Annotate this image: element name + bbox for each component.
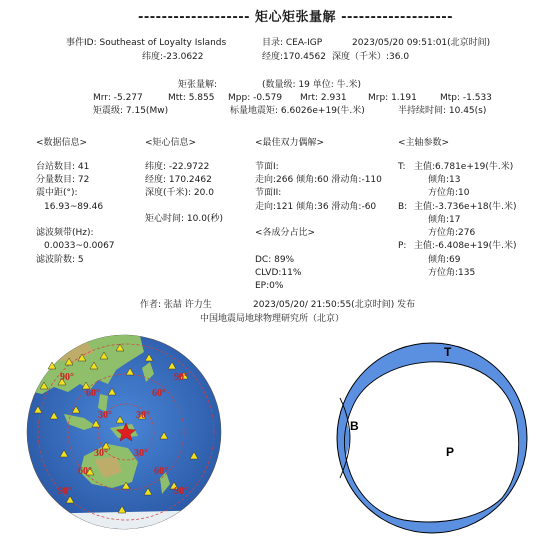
b-axis-plunge: 倾角:17 (428, 215, 461, 225)
tensor-mtt: Mtt: 5.855 (168, 93, 215, 103)
publish-time: 2023/05/20/ 21:50:55(北京时间) 发布 (253, 300, 416, 310)
p-axis-plunge: 倾角:69 (428, 255, 461, 265)
grid-label: 60° (78, 466, 92, 477)
grid-label: 90° (58, 486, 72, 497)
tensor-mrr: Mrr: -5.277 (93, 93, 143, 103)
t-axis-marker: T (444, 345, 452, 359)
event-latitude: 纬度:-23.0622 (142, 52, 204, 62)
t-axis-plunge: 倾角:13 (428, 175, 461, 185)
grid-label: 30° (98, 410, 112, 421)
components-heading: <各成分占比> (255, 228, 316, 238)
moment-magnitude: 矩震级: 7.15(Mw) (93, 106, 169, 116)
report-title: ------------------- 矩心矩张量解 ------------------- (138, 10, 454, 25)
dc-percent: DC: 89% (255, 255, 295, 265)
centroid-info-heading: <矩心信息> (145, 138, 197, 148)
grid-label: 30° (136, 410, 150, 421)
plane2-values: 走向:121 倾角:36 滑动角:-60 (255, 202, 377, 212)
grid-label: 90° (174, 372, 188, 383)
tensor-mtp: Mtp: -1.533 (440, 93, 492, 103)
centroid-latitude: 纬度: -22.9722 (145, 162, 210, 172)
grid-label: 90° (60, 372, 74, 383)
grid-label: 60° (86, 388, 100, 399)
plane1-label: 节面I: (255, 162, 279, 172)
ep-percent: EP:0% (255, 281, 284, 291)
centroid-time: 矩心时间: 10.0(秒) (145, 214, 223, 224)
centroid-longitude: 经度: 170.2462 (145, 175, 212, 185)
p-axis-value: 主值:-6.408e+19(牛.米) (414, 241, 517, 251)
tensor-header-label: 矩张量解: (178, 80, 218, 90)
b-axis-marker: B (350, 419, 359, 433)
land-antarctica (24, 510, 224, 532)
plane2-label: 节面II: (255, 188, 282, 198)
scalar-moment: 标量地震矩: 6.6026e+19(牛.米) (230, 106, 365, 116)
distance-label: 震中距(°): (36, 188, 78, 198)
authors: 作者: 张喆 许力生 (140, 300, 212, 310)
p-axis-azimuth: 方位角:135 (428, 268, 476, 278)
land-north-america (194, 332, 224, 362)
plane1-values: 走向:266 倾角:60 滑动角:-110 (255, 175, 382, 185)
tensor-mrp: Mrp: 1.191 (368, 93, 417, 103)
double-couple-heading: <最佳双力偶解> (255, 138, 325, 148)
grid-label: 30° (94, 448, 108, 459)
grid-label: 60° (154, 466, 168, 477)
grid-label: 90° (174, 486, 188, 497)
tensor-mpp: Mpp: -0.579 (228, 93, 283, 103)
tensor-mrt: Mrt: 2.931 (300, 93, 347, 103)
p-axis-label: P: (398, 241, 407, 251)
grid-label: 60° (152, 388, 166, 399)
t-axis-label: T: (398, 162, 406, 172)
b-axis-azimuth: 方位角:276 (428, 228, 476, 238)
filter-order: 滤波阶数: 5 (36, 255, 84, 265)
beachball (332, 338, 532, 538)
station-count: 台站数目: 41 (36, 162, 90, 172)
half-duration: 半持续时间: 10.45(s) (398, 106, 487, 116)
distance-value: 16.93~89.46 (44, 202, 104, 212)
filter-band-value: 0.0033~0.0067 (44, 241, 115, 251)
origin-time: 2023/05/20 09:51:01(北京时间) (352, 38, 491, 48)
event-id: 事件ID: Southeast of Loyalty Islands (66, 38, 227, 48)
b-axis-value: 主值:-3.736e+18(牛.米) (414, 202, 517, 212)
event-longitude: 经度:170.4562 (262, 52, 326, 62)
b-axis-label: B: (398, 202, 408, 212)
tensor-scale: (数量级: 19 单位: 牛.米) (262, 80, 361, 90)
clvd-percent: CLVD:11% (255, 268, 302, 278)
station-map (24, 332, 224, 532)
t-axis-azimuth: 方位角:10 (428, 188, 470, 198)
data-info-heading: <数据信息> (36, 138, 88, 148)
catalog: 目录: CEA-IGP (262, 38, 323, 48)
event-depth: 深度（千米）:36.0 (332, 52, 410, 62)
centroid-depth: 深度(千米): 20.0 (145, 188, 214, 198)
institute: 中国地震局地球物理研究所（北京） (200, 314, 345, 324)
filter-band-label: 滤波频带(Hz): (36, 228, 94, 238)
t-axis-value: 主值:6.781e+19(牛.米) (414, 162, 514, 172)
principal-axes-heading: <主轴参数> (398, 138, 450, 148)
grid-label: 30° (134, 448, 148, 459)
p-axis-marker: P (446, 445, 455, 459)
component-count: 分量数目: 72 (36, 175, 90, 185)
